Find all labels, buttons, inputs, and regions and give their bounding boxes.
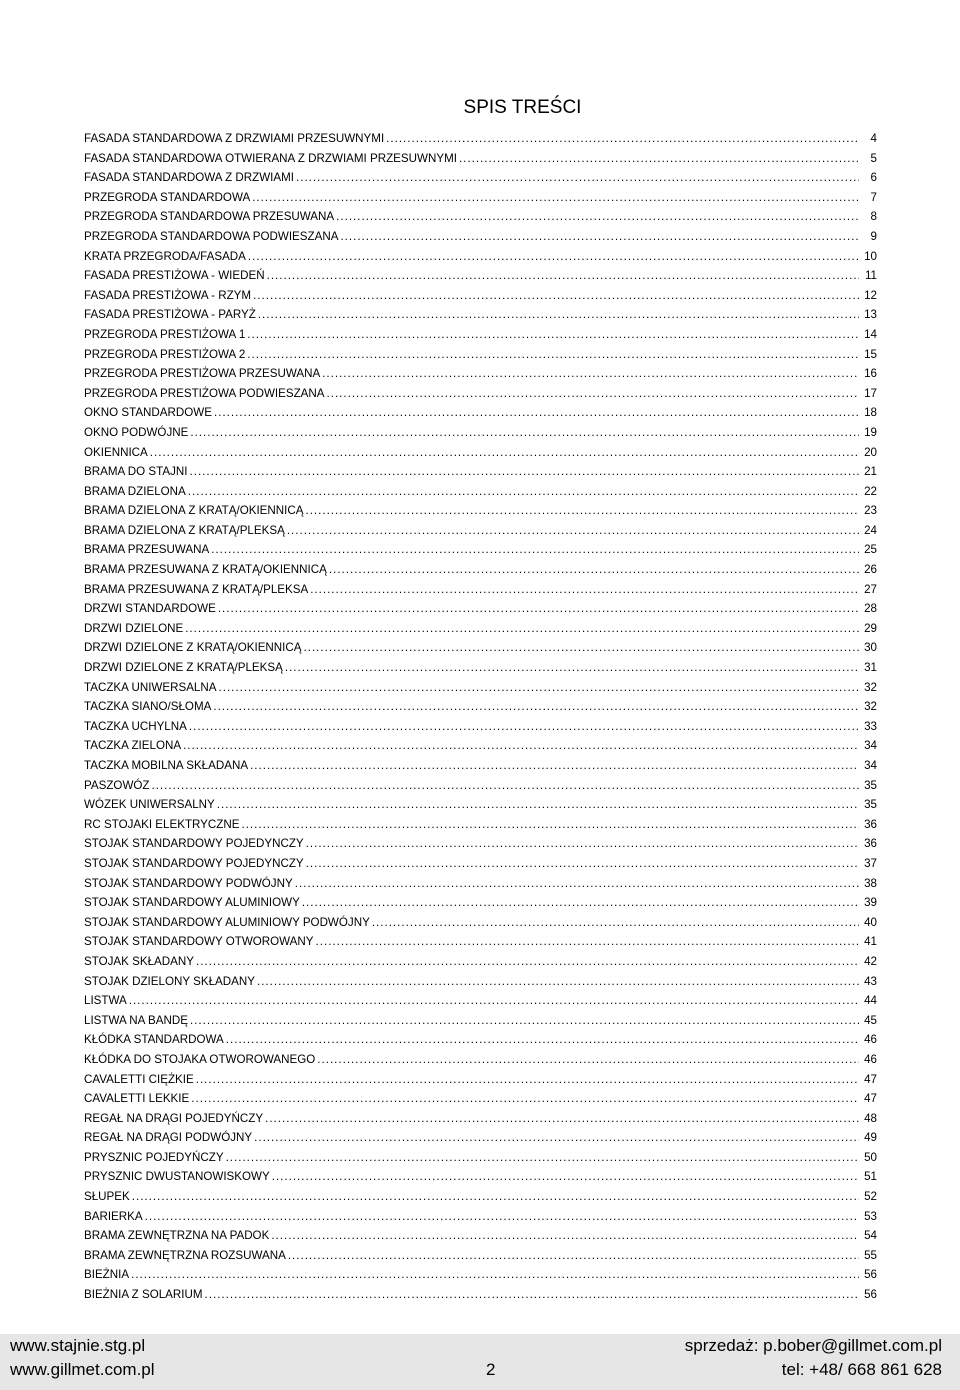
toc-dot-leader [226, 1148, 859, 1168]
toc-entry-page-number[interactable]: 21 [864, 465, 877, 479]
toc-entry-page-number[interactable]: 44 [864, 994, 877, 1008]
toc-entry-page-number[interactable]: 17 [864, 386, 877, 400]
toc-entry-title[interactable]: TACZKA UNIWERSALNA [84, 680, 217, 694]
toc-entry-page-number[interactable]: 47 [864, 1072, 877, 1086]
toc-dot-leader [132, 1187, 859, 1207]
toc-entry-title[interactable]: FASADA PRESTIŻOWA - WIEDEŃ [84, 269, 265, 283]
toc-entry[interactable] [84, 560, 877, 580]
toc-dot-leader [196, 1070, 859, 1090]
toc-entry-title[interactable]: STOJAK STANDARDOWY OTWOROWANY [84, 935, 314, 949]
toc-entry-title[interactable]: BRAMA PRZESUWANA Z KRATĄ/OKIENNICĄ [84, 563, 327, 577]
toc-dot-leader [185, 619, 859, 639]
toc-dot-leader [129, 991, 859, 1011]
toc-entry-page-number[interactable]: 12 [864, 288, 877, 302]
toc-entry-title[interactable]: BRAMA PRZESUWANA Z KRATĄ/PLEKSA [84, 582, 309, 596]
toc-entry-title[interactable]: DRZWI STANDARDOWE [84, 602, 216, 616]
toc-entry[interactable] [84, 697, 877, 717]
toc-entry-title[interactable]: STOJAK STANDARDOWY ALUMINIOWY PODWÓJNY [84, 915, 370, 929]
toc-entry-page-number[interactable]: 11 [864, 269, 877, 283]
toc-dot-leader [305, 501, 859, 521]
toc-entry-page-number[interactable]: 56 [864, 1268, 877, 1282]
toc-entry[interactable] [84, 1128, 877, 1148]
toc-entry-page-number[interactable]: 40 [864, 915, 877, 929]
toc-entry[interactable] [84, 1187, 877, 1207]
toc-entry[interactable] [84, 168, 877, 188]
toc-dot-leader [317, 1050, 859, 1070]
toc-entry-title[interactable]: FASADA STANDARDOWA OTWIERANA Z DRZWIAMI PRZESUWNYMI [84, 151, 457, 165]
toc-entry-title[interactable]: TACZKA SIANO/SŁOMA [84, 700, 212, 714]
toc-entry-page-number[interactable]: 4 [870, 132, 877, 145]
toc-entry-page-number[interactable]: 26 [864, 563, 877, 577]
toc-entry[interactable] [84, 266, 877, 286]
footer-telephone: tel: +48/ 668 861 628 [781, 1360, 942, 1379]
toc-entry-page-number[interactable]: 56 [864, 1288, 877, 1302]
toc-entry-title[interactable]: STOJAK STANDARDOWY PODWÓJNY [84, 876, 293, 890]
toc-entry-title[interactable]: PASZOWÓZ [84, 778, 150, 792]
toc-entry-title[interactable]: STOJAK SKŁADANY [84, 954, 194, 968]
toc-entry-title[interactable]: PRZEGRODA STANDARDOWA [84, 190, 251, 204]
toc-entry-page-number[interactable]: 37 [864, 856, 877, 870]
toc-dot-leader [271, 1226, 859, 1246]
toc-entry-title[interactable]: STOJAK STANDARDOWY POJEDYNCZY [84, 856, 304, 870]
toc-dot-leader [306, 834, 859, 854]
toc-entry[interactable] [84, 1265, 877, 1285]
toc-dot-leader [213, 697, 859, 717]
toc-entry-title[interactable]: OKNO STANDARDOWE [84, 406, 212, 420]
toc-entry[interactable] [84, 1050, 877, 1070]
toc-dot-leader [190, 1011, 859, 1031]
toc-entry-page-number[interactable]: 22 [864, 484, 877, 498]
toc-entry-title[interactable]: DRZWI DZIELONE Z KRATĄ/PLEKSĄ [84, 661, 283, 675]
toc-entry-title[interactable]: BRAMA DZIELONA Z KRATĄ/PLEKSĄ [84, 523, 285, 537]
toc-dot-leader [285, 658, 859, 678]
toc-entry[interactable] [84, 952, 877, 972]
toc-entry-title[interactable]: WÓZEK UNIWERSALNY [84, 798, 215, 812]
toc-entry[interactable] [84, 149, 877, 169]
toc-dot-leader [252, 188, 859, 208]
toc-entry-title[interactable]: OKIENNICA [84, 445, 148, 459]
toc-entry-page-number[interactable]: 34 [864, 759, 877, 772]
toc-entry[interactable] [84, 345, 877, 365]
toc-entry-page-number[interactable]: 49 [864, 1131, 877, 1145]
toc-dot-leader [258, 305, 859, 325]
toc-entry[interactable] [84, 1246, 877, 1266]
toc-dot-leader [327, 384, 860, 404]
toc-entry[interactable] [84, 1285, 877, 1305]
toc-entry-page-number[interactable]: 16 [864, 367, 877, 381]
toc-dot-leader [459, 149, 859, 169]
toc-entry-title[interactable]: PRZEGRODA STANDARDOWA PODWIESZANA [84, 229, 339, 243]
toc-entry[interactable] [84, 913, 877, 933]
toc-dot-leader [189, 717, 859, 737]
toc-entry-title[interactable]: DRZWI DZIELONE [84, 621, 184, 635]
toc-entry[interactable] [84, 776, 877, 796]
toc-dot-leader [188, 482, 859, 502]
toc-entry-page-number[interactable]: 33 [864, 719, 877, 733]
toc-dot-leader [217, 795, 859, 815]
toc-entry-page-number[interactable]: 54 [864, 1229, 877, 1243]
toc-entry-title[interactable]: PRZEGRODA PRESTIŻOWA PRZESUWANA [84, 367, 321, 381]
toc-dot-leader [310, 580, 859, 600]
toc-entry[interactable] [84, 991, 877, 1011]
toc-entry-title[interactable]: SŁUPEK [84, 1190, 130, 1204]
toc-entry[interactable] [84, 756, 877, 776]
toc-dot-leader [296, 168, 859, 188]
toc-entry-page-number[interactable]: 46 [864, 1052, 877, 1066]
toc-entry-page-number[interactable]: 53 [864, 1209, 877, 1223]
toc-entry-title[interactable]: REGAŁ NA DRĄGI PODWÓJNY [84, 1131, 253, 1145]
toc-entry-title[interactable]: BRAMA ZEWNĘTRZNA NA PADOK [84, 1229, 270, 1243]
toc-entry-page-number[interactable]: 50 [864, 1150, 877, 1164]
toc-entry[interactable] [84, 1011, 877, 1031]
toc-entry-title[interactable]: BRAMA PRZESUWANA [84, 543, 210, 557]
toc-entry[interactable] [84, 874, 877, 894]
toc-entry-title[interactable]: FASADA STANDARDOWA Z DRZWIAMI [84, 171, 294, 185]
toc-entry-page-number[interactable]: 18 [864, 406, 877, 420]
toc-dot-leader [267, 266, 859, 286]
toc-entry-title[interactable]: PRYSZNIC POJEDYŃCZY [84, 1150, 224, 1164]
toc-entry[interactable] [84, 521, 877, 541]
toc-dot-leader [265, 1109, 859, 1129]
toc-entry-page-number[interactable]: 55 [864, 1248, 877, 1262]
toc-entry[interactable] [84, 1226, 877, 1246]
toc-entry-page-number[interactable]: 41 [864, 935, 877, 949]
toc-dot-leader [336, 207, 859, 227]
toc-entry[interactable] [84, 599, 877, 619]
toc-entry-page-number[interactable]: 8 [870, 210, 877, 224]
toc-dot-leader [302, 893, 859, 913]
toc-entry[interactable] [84, 227, 877, 247]
toc-dot-leader [205, 1285, 859, 1305]
toc-dot-leader [372, 913, 859, 933]
toc-entry-page-number[interactable]: 24 [864, 523, 877, 537]
toc-entry[interactable] [84, 1070, 877, 1090]
toc-entry[interactable] [84, 364, 877, 384]
toc-entry-page-number[interactable]: 34 [864, 739, 877, 753]
toc-entry-title[interactable]: PRZEGRODA PRESTIŻOWA PODWIESZANA [84, 386, 325, 400]
footer-page-number: 2 [486, 1360, 496, 1379]
toc-entry[interactable] [84, 188, 877, 208]
toc-entry-title[interactable]: LISTWA NA BANDĘ [84, 1013, 188, 1027]
toc-entry[interactable] [84, 638, 877, 658]
toc-dot-leader [257, 972, 859, 992]
toc-entry[interactable] [84, 1148, 877, 1168]
toc-entry-page-number[interactable]: 5 [870, 151, 877, 165]
toc-entry[interactable] [84, 619, 877, 639]
toc-dot-leader [316, 932, 859, 952]
toc-entry-page-number[interactable]: 46 [864, 1033, 877, 1047]
toc-entry-title[interactable]: BRAMA DZIELONA [84, 484, 186, 498]
toc-entry-page-number[interactable]: 32 [864, 700, 877, 714]
toc-dot-leader [288, 1246, 859, 1266]
toc-dot-leader [306, 854, 859, 874]
toc-dot-leader [254, 1128, 859, 1148]
toc-entry-title[interactable]: CAVALETTI LEKKIE [84, 1092, 190, 1106]
toc-entry[interactable] [84, 736, 877, 756]
toc-entry[interactable] [84, 678, 877, 698]
toc-entry-title[interactable]: LISTWA [84, 994, 127, 1008]
toc-entry-title[interactable]: BARIERKA [84, 1209, 143, 1223]
toc-entry-page-number[interactable]: 13 [864, 308, 877, 322]
toc-entry-title[interactable]: BRAMA ZEWNĘTRZNA ROZSUWANA [84, 1248, 286, 1262]
toc-entry-title[interactable]: RC STOJAKI ELEKTRYCZNE [84, 817, 240, 831]
toc-dot-leader [241, 815, 859, 835]
toc-entry-title[interactable]: PRZEGRODA PRESTIŻOWA 2 [84, 347, 246, 361]
toc-entry[interactable] [84, 462, 877, 482]
toc-dot-leader [190, 423, 859, 443]
toc-entry-title[interactable]: PRZEGRODA PRESTIŻOWA 1 [84, 327, 246, 341]
toc-entry[interactable] [84, 482, 877, 502]
table-of-contents [84, 129, 877, 1305]
toc-entry-title[interactable]: BRAMA DO STAJNI [84, 465, 188, 479]
toc-entry-title[interactable]: FASADA PRESTIŻOWA - PARYŻ [84, 308, 256, 322]
footer-website-gillmet[interactable]: www.gillmet.com.pl [10, 1360, 155, 1379]
toc-entry-page-number[interactable]: 35 [864, 778, 877, 792]
page-title: SPIS TREŚCI [463, 96, 582, 118]
toc-entry[interactable] [84, 325, 877, 345]
toc-entry-title[interactable]: TACZKA MOBILNA SKŁADANA [84, 759, 249, 772]
toc-entry-page-number[interactable]: 23 [864, 504, 877, 518]
toc-entry-page-number[interactable]: 43 [864, 974, 877, 988]
toc-entry-page-number[interactable]: 39 [864, 896, 877, 910]
toc-entry[interactable] [84, 443, 877, 463]
toc-entry-title[interactable]: STOJAK DZIELONY SKŁADANY [84, 974, 255, 988]
toc-dot-leader [340, 227, 859, 247]
toc-entry[interactable] [84, 972, 877, 992]
toc-entry-page-number[interactable]: 25 [864, 543, 877, 557]
toc-dot-leader [131, 1265, 859, 1285]
toc-entry-page-number[interactable]: 47 [864, 1092, 877, 1106]
toc-entry-title[interactable]: CAVALETTI CIĘŻKIE [84, 1072, 194, 1086]
toc-entry[interactable] [84, 1089, 877, 1109]
footer-sales-email[interactable]: sprzedaż: p.bober@gillmet.com.pl [684, 1336, 942, 1355]
toc-entry-title[interactable]: FASADA PRESTIŻOWA - RZYM [84, 288, 252, 302]
toc-entry[interactable] [84, 834, 877, 854]
footer-website-stajnie[interactable]: www.stajnie.stg.pl [10, 1336, 146, 1355]
toc-entry-page-number[interactable]: 38 [864, 876, 877, 890]
toc-entry-title[interactable]: BIEŻNIA Z SOLARIUM [84, 1288, 203, 1302]
toc-entry-page-number[interactable]: 15 [864, 347, 877, 361]
toc-entry[interactable] [84, 1207, 877, 1227]
toc-entry-page-number[interactable]: 45 [864, 1013, 877, 1027]
toc-entry[interactable] [84, 305, 877, 325]
toc-entry[interactable] [84, 854, 877, 874]
toc-entry[interactable] [84, 1030, 877, 1050]
toc-entry[interactable] [84, 540, 877, 560]
toc-entry-page-number[interactable]: 35 [864, 798, 877, 812]
toc-entry[interactable] [84, 207, 877, 227]
toc-entry-page-number[interactable]: 48 [864, 1111, 877, 1125]
toc-entry-title[interactable]: TACZKA ZIELONA [84, 739, 182, 753]
toc-dot-leader [214, 403, 859, 423]
toc-entry-page-number[interactable]: 20 [864, 445, 877, 459]
toc-entry-page-number[interactable]: 52 [864, 1190, 877, 1204]
toc-dot-leader [218, 599, 859, 619]
toc-entry-page-number[interactable]: 30 [864, 641, 877, 655]
toc-dot-leader [151, 776, 859, 796]
toc-entry-page-number[interactable]: 28 [864, 602, 877, 616]
toc-dot-leader [322, 364, 859, 384]
toc-dot-leader [295, 874, 859, 894]
toc-entry-title[interactable]: KRATA PRZEGRODA/FASADA [84, 249, 246, 263]
toc-entry[interactable] [84, 423, 877, 443]
toc-entry-title[interactable]: DRZWI DZIELONE Z KRATĄ/OKIENNICĄ [84, 641, 302, 655]
toc-entry-title[interactable]: FASADA STANDARDOWA Z DRZWIAMI PRZESUWNYMI [84, 132, 385, 145]
toc-entry-page-number[interactable]: 27 [864, 582, 877, 596]
toc-entry[interactable] [84, 658, 877, 678]
toc-entry[interactable] [84, 129, 877, 149]
toc-dot-leader [329, 560, 859, 580]
toc-dot-leader [287, 521, 859, 541]
toc-entry-page-number[interactable]: 31 [864, 661, 877, 675]
toc-entry-title[interactable]: BRAMA DZIELONA Z KRATĄ/OKIENNICĄ [84, 504, 304, 518]
toc-dot-leader [250, 756, 859, 776]
toc-dot-leader [253, 286, 859, 306]
toc-dot-leader [304, 638, 859, 658]
toc-entry-title[interactable]: KŁÓDKA DO STOJAKA OTWOROWANEGO [84, 1052, 316, 1066]
toc-dot-leader [226, 1030, 859, 1050]
page-footer [0, 1334, 960, 1390]
toc-dot-leader [145, 1207, 859, 1227]
toc-entry-title[interactable]: PRZEGRODA STANDARDOWA PRZESUWANA [84, 210, 335, 224]
toc-dot-leader [248, 247, 859, 267]
toc-entry[interactable] [84, 247, 877, 267]
toc-dot-leader [247, 325, 859, 345]
toc-dot-leader [190, 462, 860, 482]
toc-entry[interactable] [84, 1167, 877, 1187]
toc-dot-leader [386, 129, 859, 149]
toc-entry[interactable] [84, 932, 877, 952]
toc-entry-page-number[interactable]: 51 [864, 1170, 877, 1184]
toc-dot-leader [219, 678, 860, 698]
toc-entry[interactable] [84, 501, 877, 521]
toc-entry[interactable] [84, 815, 877, 835]
toc-entry[interactable] [84, 795, 877, 815]
toc-entry-title[interactable]: TACZKA UCHYLNA [84, 719, 187, 733]
toc-dot-leader [183, 736, 859, 756]
toc-entry-page-number[interactable]: 14 [864, 327, 877, 341]
toc-entry-title[interactable]: BIEŻNIA [84, 1268, 130, 1282]
toc-entry-title[interactable]: OKNO PODWÓJNE [84, 425, 189, 439]
toc-entry-page-number[interactable]: 36 [864, 837, 877, 851]
toc-entry[interactable] [84, 893, 877, 913]
toc-entry-page-number[interactable]: 6 [870, 171, 877, 185]
toc-entry-title[interactable]: REGAŁ NA DRĄGI POJEDYŃCZY [84, 1111, 264, 1125]
toc-dot-leader [191, 1089, 859, 1109]
toc-entry-page-number[interactable]: 10 [864, 249, 877, 263]
toc-entry-page-number[interactable]: 29 [864, 621, 877, 635]
toc-dot-leader [272, 1167, 859, 1187]
toc-entry-page-number[interactable]: 42 [864, 954, 877, 968]
toc-dot-leader [247, 345, 859, 365]
toc-entry-page-number[interactable]: 36 [864, 817, 877, 831]
toc-entry-title[interactable]: STOJAK STANDARDOWY POJEDYNCZY [84, 837, 304, 851]
toc-entry[interactable] [84, 1109, 877, 1129]
toc-dot-leader [150, 443, 859, 463]
toc-entry-title[interactable]: KŁÓDKA STANDARDOWA [84, 1033, 224, 1047]
toc-entry-page-number[interactable]: 9 [870, 229, 877, 243]
toc-dot-leader [211, 540, 859, 560]
toc-entry[interactable] [84, 403, 877, 423]
toc-dot-leader [196, 952, 859, 972]
toc-entry-title[interactable]: PRYSZNIC DWUSTANOWISKOWY [84, 1170, 270, 1184]
toc-entry-page-number[interactable]: 19 [864, 425, 877, 439]
toc-entry[interactable] [84, 717, 877, 737]
toc-entry[interactable] [84, 286, 877, 306]
toc-entry[interactable] [84, 384, 877, 404]
toc-entry-title[interactable]: STOJAK STANDARDOWY ALUMINIOWY [84, 896, 300, 910]
toc-entry-page-number[interactable]: 32 [864, 680, 877, 694]
toc-entry-page-number[interactable]: 7 [870, 190, 877, 204]
toc-entry[interactable] [84, 580, 877, 600]
